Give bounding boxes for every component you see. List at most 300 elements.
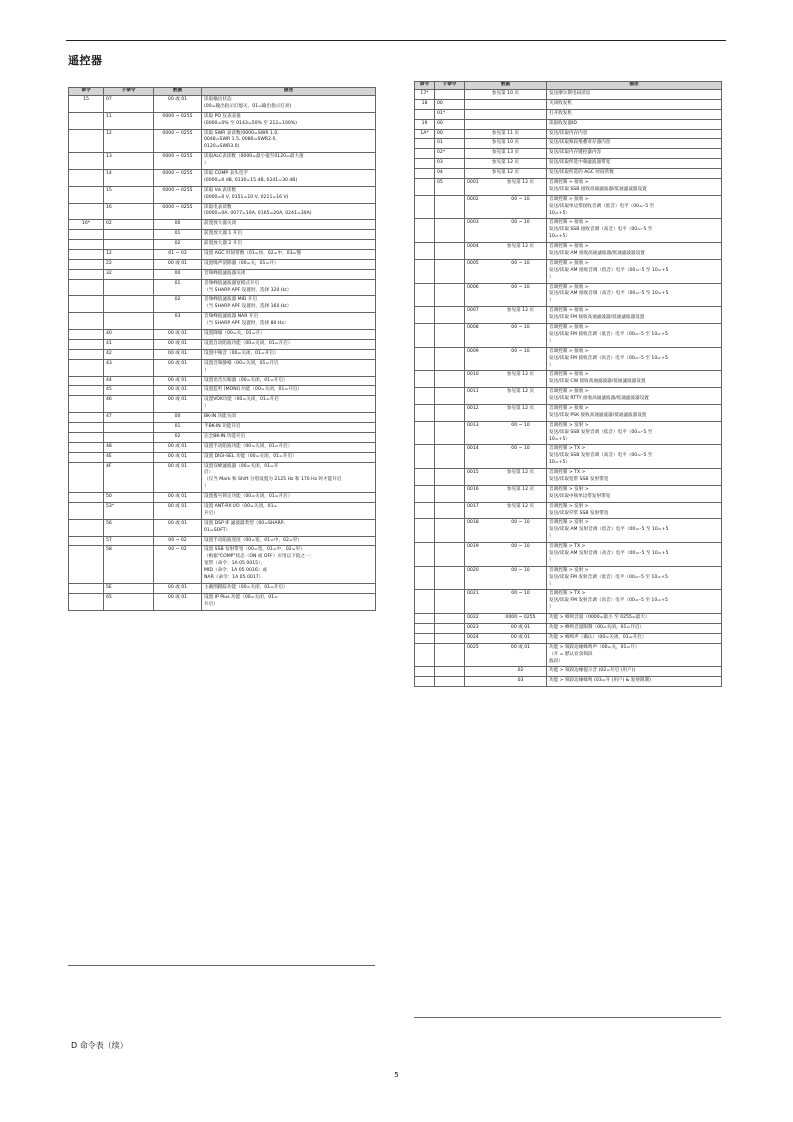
table-row bbox=[69, 519, 376, 536]
cell-item-code: 0011 bbox=[467, 389, 479, 395]
cell-description: 音调控制 > TX > 发送/读取 SSB 发射音调（高音）电平（00=–5 至 10=+5） bbox=[547, 445, 722, 469]
cell-data bbox=[465, 324, 547, 348]
table-row bbox=[69, 112, 376, 129]
table-row bbox=[69, 313, 376, 330]
cell-item-data: 参见第 12 页 bbox=[506, 308, 535, 314]
cell-data bbox=[465, 502, 547, 519]
cell-command: 15 bbox=[69, 96, 104, 113]
cell-description: 设置手动陷波宽度（00=宽，01=中，02=窄） bbox=[202, 536, 376, 546]
cell-subcommand: 02* bbox=[435, 149, 465, 159]
cell-item-code: 0015 bbox=[467, 470, 479, 476]
cell-subcommand: 53* bbox=[104, 502, 154, 519]
cell-description: 音频峰值滤波器 MID 开启 （当 SHARP APF 设置时，选择 160 Hz） bbox=[202, 296, 376, 313]
table-row bbox=[69, 349, 376, 359]
cell-command bbox=[69, 452, 104, 462]
cell-command: 16* bbox=[69, 220, 104, 230]
cell-item-code: 0017 bbox=[467, 503, 479, 509]
cell-subcommand: 47 bbox=[104, 413, 154, 423]
cell-subcommand: 43 bbox=[104, 359, 154, 376]
table-row bbox=[69, 96, 376, 113]
cell-description: 设置 AGC 时间常数（01=快，02=中，03=慢 bbox=[202, 250, 376, 260]
cell-data: 00 ~ 02 bbox=[154, 546, 202, 583]
cell-description: 完全BK-IN 功能开启 bbox=[202, 432, 376, 442]
table-row bbox=[69, 593, 376, 610]
cell-item-code: 0005 bbox=[467, 260, 479, 266]
cell-item-data: 参见第 12 页 bbox=[506, 372, 535, 378]
cell-subcommand: 41 bbox=[104, 339, 154, 349]
table-row bbox=[415, 519, 722, 543]
cell-data: 00 或 01 bbox=[154, 502, 202, 519]
cell-item-code: 0020 bbox=[467, 567, 479, 573]
cell-description: 设置语音压缩器（00=关闭，01=开启） bbox=[202, 376, 376, 386]
table-row bbox=[69, 330, 376, 340]
cell-data bbox=[465, 371, 547, 388]
cell-data bbox=[465, 388, 547, 405]
cell-subcommand bbox=[435, 90, 465, 100]
table-row bbox=[69, 186, 376, 203]
table-row bbox=[415, 469, 722, 486]
table-caption: D 命令表（续） bbox=[71, 1041, 128, 1050]
cell-item-data: 参见第 12 页 bbox=[506, 244, 535, 250]
cell-command bbox=[415, 590, 435, 614]
cell-description: 音调控制 > 接收 > 发送/读取 CW 接收高通滤波器/低通滤波器设置 bbox=[547, 371, 722, 388]
cell-command bbox=[69, 279, 104, 296]
cell-item-code: 0012 bbox=[467, 405, 479, 411]
cell-data bbox=[465, 283, 547, 307]
cell-data: 01 bbox=[154, 230, 202, 240]
cell-subcommand bbox=[435, 590, 465, 614]
table-row bbox=[415, 109, 722, 119]
cell-subcommand bbox=[104, 230, 154, 240]
cell-description: 发送摩尔斯电码消息 bbox=[547, 90, 722, 100]
table-row bbox=[415, 159, 722, 169]
cell-item-data: 00 ~ 10 bbox=[511, 325, 530, 331]
cell-command bbox=[69, 536, 104, 546]
cell-command bbox=[69, 386, 104, 396]
cell-description: 读取电表读数 (0000=0A, 0077=10A, 0165=20A, 0241=30A) bbox=[202, 203, 376, 220]
table-row bbox=[69, 296, 376, 313]
cell-item-data: 0000 ~ 0255 bbox=[505, 615, 536, 621]
table-row bbox=[69, 502, 376, 519]
cell-item-code: 0024 bbox=[467, 634, 479, 640]
cell-subcommand bbox=[435, 324, 465, 348]
cell-command bbox=[415, 404, 435, 421]
cell-description: 音调控制 > 接收 > 发送/读取 FM 接收音调（高音）电平（00=–5 至 10=+5 ） bbox=[547, 347, 722, 371]
cell-data: 00 或 01 bbox=[154, 359, 202, 376]
cell-data: 00 或 01 bbox=[154, 493, 202, 503]
cell-subcommand bbox=[435, 259, 465, 283]
cell-subcommand bbox=[104, 313, 154, 330]
cell-command bbox=[69, 593, 104, 610]
cell-command bbox=[415, 421, 435, 445]
cell-data: 01 ~ 03 bbox=[154, 250, 202, 260]
cell-command bbox=[69, 359, 104, 376]
cell-data: 00 ~ 02 bbox=[154, 536, 202, 546]
cell-data bbox=[465, 667, 547, 677]
table-row bbox=[69, 396, 376, 413]
cell-description: 设置 DIGI-SEL 功能（00=关闭，01=开启） bbox=[202, 452, 376, 462]
cell-data bbox=[465, 421, 547, 445]
cell-data: 参见第 11 页 bbox=[465, 129, 547, 139]
table-right-bottom-rule bbox=[414, 1017, 721, 1018]
table-row bbox=[69, 442, 376, 452]
cell-subcommand: 45 bbox=[104, 386, 154, 396]
cell-description: 音调控制 > 接收 > 发送/读取 AM 接收高通滤波器/低通滤波器设置 bbox=[547, 243, 722, 260]
cell-command bbox=[69, 432, 104, 442]
cell-command bbox=[69, 376, 104, 386]
cell-subcommand bbox=[435, 195, 465, 219]
table-left-bottom-rule bbox=[68, 965, 375, 966]
table-row bbox=[69, 259, 376, 269]
cell-description: 音频峰值滤波器 NAR 开启 （当 SHARP APF 设置时，选择 80 Hz） bbox=[202, 313, 376, 330]
cell-item-data: 00 ~ 10 bbox=[511, 348, 530, 354]
cell-item-code: 0013 bbox=[467, 422, 479, 428]
cell-subcommand bbox=[435, 566, 465, 590]
table-row bbox=[415, 624, 722, 634]
cell-description: 半BK-IN 功能开启 bbox=[202, 422, 376, 432]
cell-data: 0000 ~ 0255 bbox=[154, 112, 202, 129]
cell-subcommand: 02 bbox=[104, 220, 154, 230]
table-row bbox=[69, 240, 376, 250]
cell-description: 设置音频静噪（00=关闭，01=开启 ） bbox=[202, 359, 376, 376]
table-row bbox=[415, 243, 722, 260]
cell-description: BK-IN 功能关闭 bbox=[202, 413, 376, 423]
cell-description: 设置 IP Plus 功能（00=关闭，01= 开启） bbox=[202, 593, 376, 610]
page-title: 遥控器 bbox=[68, 54, 103, 67]
cell-data bbox=[465, 404, 547, 421]
cell-command bbox=[415, 502, 435, 519]
cell-command: 19 bbox=[415, 119, 435, 129]
cell-data bbox=[465, 469, 547, 486]
cell-data: 02 bbox=[154, 296, 202, 313]
col-header-command: 命令 bbox=[69, 88, 104, 96]
cell-item-data: 00 ~ 10 bbox=[511, 520, 530, 526]
cell-description: 功能 > 蜂鸣声（确认）（00=关闭，01=开启） bbox=[547, 633, 722, 643]
cell-description: 音调控制 > 接收 > 发送/读取单边带接收音调（低音）电平（00=–5 至 10=+5） bbox=[547, 195, 722, 219]
cell-description: 设置 ANT-RX I/O（00=关闭，01= 开启） bbox=[202, 502, 376, 519]
cell-description: 打开收发机 bbox=[547, 109, 722, 119]
cell-description: 前置放大器关闭 bbox=[202, 220, 376, 230]
cell-data: 参见第 10 页 bbox=[465, 90, 547, 100]
table-row bbox=[69, 536, 376, 546]
cell-subcommand: 42 bbox=[104, 349, 154, 359]
cell-subcommand bbox=[435, 219, 465, 243]
cell-command bbox=[415, 566, 435, 590]
cell-item-code: 0019 bbox=[467, 544, 479, 550]
cell-data bbox=[465, 677, 547, 687]
cell-command bbox=[415, 139, 435, 149]
cell-description: 音频峰值滤波器关闭 bbox=[202, 269, 376, 279]
cell-description: 音调控制 > 发射 > 发送/读取中频单边带发射带宽 bbox=[547, 485, 722, 502]
cell-subcommand bbox=[435, 614, 465, 624]
cell-description: 发送/读取所选的 AGC 时间常数 bbox=[547, 169, 722, 179]
table-row bbox=[69, 230, 376, 240]
cell-subcommand: 44 bbox=[104, 376, 154, 386]
cell-description: 功能 > 蜂鸣音量（0000=最小 至 0255=最大） bbox=[547, 614, 722, 624]
cell-item-data: 参见第 12 页 bbox=[506, 486, 535, 492]
cell-command bbox=[415, 307, 435, 324]
cell-command bbox=[415, 283, 435, 307]
cell-data: 0000 ~ 0255 bbox=[154, 129, 202, 153]
cell-command bbox=[69, 240, 104, 250]
cell-data: 02 bbox=[154, 240, 202, 250]
cell-subcommand bbox=[435, 519, 465, 543]
table-row bbox=[415, 307, 722, 324]
cell-command bbox=[415, 371, 435, 388]
cell-data bbox=[465, 219, 547, 243]
cell-item-code: 0006 bbox=[467, 284, 479, 290]
cell-command: 18 bbox=[415, 99, 435, 109]
cell-data: 00 或 01 bbox=[154, 339, 202, 349]
cell-item-data: 00 ~ 10 bbox=[511, 422, 530, 428]
table-row bbox=[415, 90, 722, 100]
cell-item-code: 0025 bbox=[467, 644, 479, 650]
cell-subcommand bbox=[435, 371, 465, 388]
cell-command bbox=[69, 442, 104, 452]
cell-subcommand: 14 bbox=[104, 170, 154, 187]
cell-description: 读取输出状态 (00=输出指示灯熄灭，01=输出指示灯亮) bbox=[202, 96, 376, 113]
table-row bbox=[69, 359, 376, 376]
cell-command bbox=[69, 186, 104, 203]
cell-item-data: 03 bbox=[517, 678, 524, 684]
table-row bbox=[69, 452, 376, 462]
table-row bbox=[69, 413, 376, 423]
cell-data bbox=[465, 543, 547, 567]
cell-item-data: 00 ~ 10 bbox=[511, 446, 530, 452]
cell-description: 设置降噪（00=关，01=开） bbox=[202, 330, 376, 340]
cell-subcommand: 48 bbox=[104, 442, 154, 452]
cell-subcommand bbox=[104, 422, 154, 432]
cell-command bbox=[69, 493, 104, 503]
table-row bbox=[69, 462, 376, 493]
cell-command bbox=[69, 339, 104, 349]
cell-command bbox=[69, 396, 104, 413]
cell-subcommand: 13 bbox=[104, 153, 154, 170]
cell-command bbox=[69, 259, 104, 269]
cell-item-code: 0004 bbox=[467, 244, 479, 250]
cell-command bbox=[69, 583, 104, 593]
table-row bbox=[415, 371, 722, 388]
cell-description: 音调控制 > 发射 > 发送/读取 SSB 发射音调（低音）电平（00=–5 至 10=+5） bbox=[547, 421, 722, 445]
table-row bbox=[69, 269, 376, 279]
table-row bbox=[69, 422, 376, 432]
cell-description: 音调控制 > 接收 > 发送/读取 FM 接收音调（低音）电平（00=–5 至 10=+5 ） bbox=[547, 324, 722, 348]
cell-command bbox=[415, 519, 435, 543]
cell-subcommand bbox=[104, 296, 154, 313]
cell-description: 关闭收发机 bbox=[547, 99, 722, 109]
cell-description: 前置放大器 2 开启 bbox=[202, 240, 376, 250]
cell-subcommand: 12 bbox=[104, 129, 154, 153]
table-row bbox=[415, 259, 722, 283]
table-row bbox=[415, 169, 722, 179]
cell-subcommand: 22 bbox=[104, 259, 154, 269]
cell-command bbox=[415, 109, 435, 119]
cell-item-code: 0001 bbox=[467, 180, 479, 186]
cell-data: 0000 ~ 0255 bbox=[154, 153, 202, 170]
cell-command bbox=[69, 546, 104, 583]
cell-data: 00 bbox=[154, 413, 202, 423]
cell-data: 00 或 01 bbox=[154, 349, 202, 359]
cell-description: 音调控制 > 接收 > 发送/读取 PSK 接收高通滤波器/低通滤波器设置 bbox=[547, 404, 722, 421]
cell-command: 1A* bbox=[415, 129, 435, 139]
cell-item-code: 0023 bbox=[467, 625, 479, 630]
cell-subcommand: 57 bbox=[104, 536, 154, 546]
cell-command bbox=[415, 667, 435, 677]
table-row bbox=[415, 149, 722, 159]
cell-item-code: 0022 bbox=[467, 615, 479, 621]
cell-subcommand: 00 bbox=[435, 129, 465, 139]
cell-subcommand bbox=[435, 543, 465, 567]
cell-subcommand bbox=[104, 432, 154, 442]
cell-description: 读取 Vd 表读数 (0000=0 V, 0151=10 V, 0211=16 V) bbox=[202, 186, 376, 203]
cell-description: 设置 DSP IF 滤波器类型（00=SHARP, 01=SOFT） bbox=[202, 519, 376, 536]
cell-data bbox=[465, 590, 547, 614]
table-row bbox=[415, 388, 722, 405]
cell-data: 01 bbox=[154, 279, 202, 296]
cell-command bbox=[415, 469, 435, 486]
cell-command bbox=[69, 129, 104, 153]
cell-command bbox=[415, 624, 435, 634]
cell-command bbox=[415, 445, 435, 469]
cell-data bbox=[465, 347, 547, 371]
cell-subcommand: 5E bbox=[104, 583, 154, 593]
cell-command bbox=[69, 313, 104, 330]
cell-subcommand: 65 bbox=[104, 593, 154, 610]
cell-item-code: 0014 bbox=[467, 446, 479, 452]
cell-subcommand: 07 bbox=[104, 96, 154, 113]
table-row bbox=[415, 195, 722, 219]
cell-item-code: 0010 bbox=[467, 372, 479, 378]
cell-item-data: 00 ~ 10 bbox=[511, 567, 530, 573]
cell-command bbox=[415, 643, 435, 667]
cell-command bbox=[69, 203, 104, 220]
cell-item-code: 0007 bbox=[467, 308, 479, 314]
cell-data bbox=[465, 643, 547, 667]
cell-data: 参见第 13 页 bbox=[465, 149, 547, 159]
table-row bbox=[415, 219, 722, 243]
cell-description: 音调控制 > 接收 > 发送/读取 FM 接收高通滤波器/低通滤波器设置 bbox=[547, 307, 722, 324]
table-row bbox=[415, 99, 722, 109]
cell-data bbox=[465, 624, 547, 634]
table-row bbox=[69, 339, 376, 349]
cell-command bbox=[415, 149, 435, 159]
cell-data: 00 bbox=[154, 220, 202, 230]
cell-subcommand: 00 bbox=[435, 119, 465, 129]
cell-description: 设置自动陷波功能（00=关闭，01=开启） bbox=[202, 339, 376, 349]
col-header-data: 数据 bbox=[465, 82, 547, 90]
cell-data: 00 或 01 bbox=[154, 386, 202, 396]
col-header-subcommand: 子命令 bbox=[104, 88, 154, 96]
cell-data: 参见第 12 页 bbox=[465, 159, 547, 169]
col-header-description: 描述 bbox=[547, 82, 722, 90]
cell-data bbox=[465, 109, 547, 119]
cell-command bbox=[69, 230, 104, 240]
cell-item-code: 0002 bbox=[467, 196, 479, 202]
cell-subcommand bbox=[435, 421, 465, 445]
cell-command bbox=[415, 243, 435, 260]
cell-command bbox=[415, 324, 435, 348]
cell-data bbox=[465, 519, 547, 543]
cell-command bbox=[415, 219, 435, 243]
cell-description: 读取 PO 仪表表值 (0000=0% 至 0143=50% 至 212=100%) bbox=[202, 112, 376, 129]
table-row bbox=[69, 279, 376, 296]
table-row bbox=[415, 614, 722, 624]
cell-subcommand bbox=[435, 643, 465, 667]
cell-command: 17* bbox=[415, 90, 435, 100]
header-rule bbox=[66, 40, 726, 41]
table-row bbox=[415, 324, 722, 348]
cell-data: 00 或 01 bbox=[154, 593, 202, 610]
table-row bbox=[69, 583, 376, 593]
cell-description: 功能 > 频段边缘蜂鸣 (03=开 (用户) & 发射限制) bbox=[547, 677, 722, 687]
cell-command bbox=[69, 112, 104, 129]
cell-data bbox=[465, 485, 547, 502]
cell-item-data: 00 ~ 10 bbox=[511, 196, 530, 202]
cell-data bbox=[465, 614, 547, 624]
cell-subcommand: 15 bbox=[104, 186, 154, 203]
cell-subcommand bbox=[435, 633, 465, 643]
cell-subcommand bbox=[435, 445, 465, 469]
table-row bbox=[415, 445, 722, 469]
cell-item-data: 00 ~ 10 bbox=[511, 591, 530, 597]
col-header-description: 描述 bbox=[202, 88, 376, 96]
table-row bbox=[415, 633, 722, 643]
cell-data: 03 bbox=[154, 313, 202, 330]
table-row bbox=[415, 129, 722, 139]
cell-description: 功能 > 蜂鸣音量限制（00=关闭，01=开启） bbox=[547, 624, 722, 634]
command-table-right bbox=[414, 81, 722, 687]
cell-item-code: 0016 bbox=[467, 486, 479, 492]
cell-data: 0000 ~ 0255 bbox=[154, 170, 202, 187]
table-row bbox=[415, 502, 722, 519]
cell-data: 00 或 01 bbox=[154, 376, 202, 386]
cell-subcommand: 12 bbox=[104, 250, 154, 260]
cell-command bbox=[69, 462, 104, 493]
cell-item-code bbox=[465, 677, 495, 686]
table-row bbox=[415, 179, 722, 196]
cell-item-data: 00 ~ 10 bbox=[511, 284, 530, 290]
cell-subcommand bbox=[435, 667, 465, 677]
cell-description: 发送/读取内存内容 bbox=[547, 129, 722, 139]
cell-item-data: 00 或 01 bbox=[510, 644, 531, 650]
cell-data bbox=[465, 633, 547, 643]
cell-data: 00 或 01 bbox=[154, 330, 202, 340]
cell-subcommand: 11 bbox=[104, 112, 154, 129]
table-row bbox=[69, 386, 376, 396]
cell-subcommand: 01* bbox=[435, 109, 465, 119]
cell-data: 00 或 01 bbox=[154, 452, 202, 462]
cell-subcommand: 40 bbox=[104, 330, 154, 340]
table-row bbox=[415, 139, 722, 149]
cell-description: 设置噪声消除器（00=关，01=开） bbox=[202, 259, 376, 269]
cell-command bbox=[415, 259, 435, 283]
table-row bbox=[69, 546, 376, 583]
cell-subcommand: 46 bbox=[104, 396, 154, 413]
cell-command bbox=[69, 269, 104, 279]
cell-subcommand: 01 bbox=[435, 139, 465, 149]
cell-data: 00 或 01 bbox=[154, 96, 202, 113]
table-row bbox=[69, 129, 376, 153]
cell-data: 00 bbox=[154, 269, 202, 279]
cell-command bbox=[415, 543, 435, 567]
cell-description: 音调控制 > 接收 > 发送/读取 AM 接收音调（高音）电平（00=–5 至 10=+5 ） bbox=[547, 283, 722, 307]
cell-item-code: 0008 bbox=[467, 325, 479, 331]
cell-description: 读取收发器ID bbox=[547, 119, 722, 129]
table-row bbox=[69, 376, 376, 386]
cell-command bbox=[69, 502, 104, 519]
cell-subcommand bbox=[435, 283, 465, 307]
cell-description: 音调控制 > 接收 > 发送/读取 SSB 接收高通滤波器/低通滤波器设置 bbox=[547, 179, 722, 196]
